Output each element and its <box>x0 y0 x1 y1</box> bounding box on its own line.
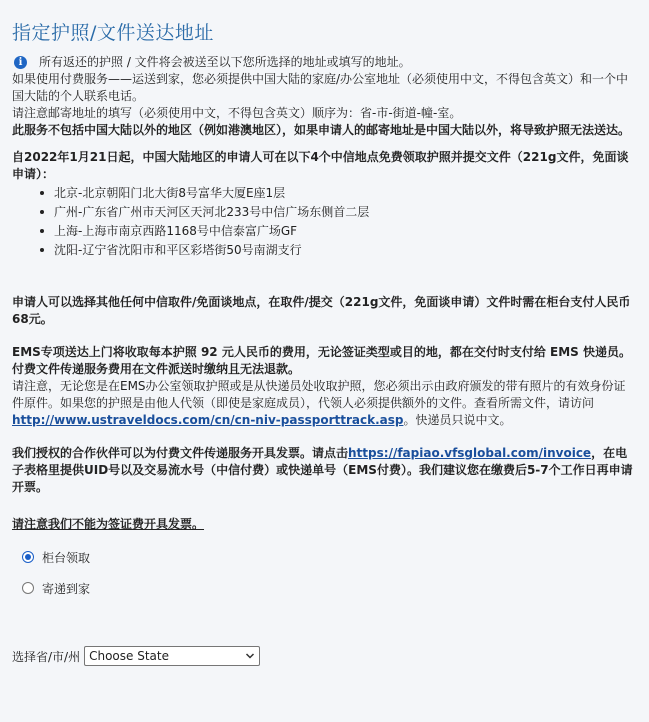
radio-counter-pickup[interactable] <box>22 547 637 567</box>
ems-id-note <box>12 378 637 429</box>
info-line-2: 如果使用付费服务——运送到家，您必须提供中国大陆的家庭/办公室地址（必须使用中文，不得包含英文）和一个中国大陆的个人联系电话。 <box>12 72 629 103</box>
centers-list <box>12 184 637 260</box>
passport-track-link[interactable]: http://www.ustraveldocs.com/cn/cn-niv-passporttrack.asp <box>12 413 404 427</box>
list-item: 北京-北京朝阳门北大街8号富华大厦E座1层 <box>54 184 637 203</box>
ems-nonrefundable-note: 付费文件传递服务费用在文件派送时缴纳且无法退款。 <box>12 362 301 376</box>
info-icon: i <box>14 56 27 69</box>
visa-fee-invoice-note: 请注意我们不能为签证费开具发票。 <box>12 517 205 531</box>
invoice-text-before: 我们授权的合作伙伴可以为付费文件传递服务开具发票。请点击 <box>12 446 349 460</box>
state-select[interactable] <box>84 646 260 666</box>
radio-label: 柜台领取 <box>42 550 91 565</box>
info-line-4: 此服务不包括中国大陆以外的地区（例如港澳地区），如果申请人的邮寄地址是中国大陆以外，将导致护照无法送达。 <box>12 123 631 137</box>
list-item: 沈阳-辽宁省沈阳市和平区彩塔街50号南湖支行 <box>54 241 637 260</box>
delivery-options <box>12 547 637 598</box>
info-notice <box>12 54 637 71</box>
invoice-note <box>12 445 637 496</box>
list-item: 上海-上海市南京西路1168号中信泰富广场GF <box>54 222 637 241</box>
info-line-1: 所有返还的护照 / 文件将会被送至以下您所选择的地址或填写的地址。 <box>39 55 411 69</box>
invoice-link[interactable]: https://fapiao.vfsglobal.com/invoice <box>348 446 592 460</box>
invoice-text-after: ，在电子表格里提供UID号以及交易流水号（中信付费）或快递单号（EMS付费）。我们建议您在缴费后5-7个工作日再申请开票。 <box>12 446 633 494</box>
state-select-value: Choose State <box>89 649 169 663</box>
ems-fee-note: EMS专项送达上门将收取每本护照 92 元人民币的费用，无论签证类型或目的地，都在交付时支付给 EMS 快递员。 <box>12 345 631 359</box>
radio-button[interactable] <box>22 582 34 594</box>
page-title: 指定护照/文件送达地址 <box>12 22 214 44</box>
list-item: 广州-广东省广州市天河区天河北233号中信广场东侧首二层 <box>54 203 637 222</box>
state-select-row <box>12 646 637 666</box>
chevron-down-icon <box>245 651 255 661</box>
radio-label: 寄递到家 <box>42 581 91 596</box>
ems-id-text: 请注意，无论您是在EMS办公室领取护照或是从快递员处收取护照，您必须出示由政府颁发的带有照片的有效身份证件原件。如果您的护照是由他人代领（即使是家庭成员），代领人必须提供额外的文件。查看所需文件，请访问 <box>12 379 626 410</box>
state-select-label: 选择省/市/州 <box>12 649 81 664</box>
fee-note: 申请人可以选择其他任何中信取件/免面谈地点，在取件/提交（221g文件，免面谈申请）文件时需在柜台支付人民币68元。 <box>12 295 631 326</box>
radio-button[interactable] <box>22 551 34 563</box>
radio-home-delivery[interactable] <box>22 578 637 598</box>
info-line-3: 请注意邮寄地址的填写（必须使用中文，不得包含英文）顺序为：省-市-街道-幢-室。 <box>12 106 462 120</box>
centers-intro: 自2022年1月21日起，中国大陆地区的申请人可在以下4个中信地点免费领取护照并提交文件（221g文件，免面谈申请）： <box>12 150 629 181</box>
courier-language-note: 。快递员只说中文。 <box>403 413 512 427</box>
